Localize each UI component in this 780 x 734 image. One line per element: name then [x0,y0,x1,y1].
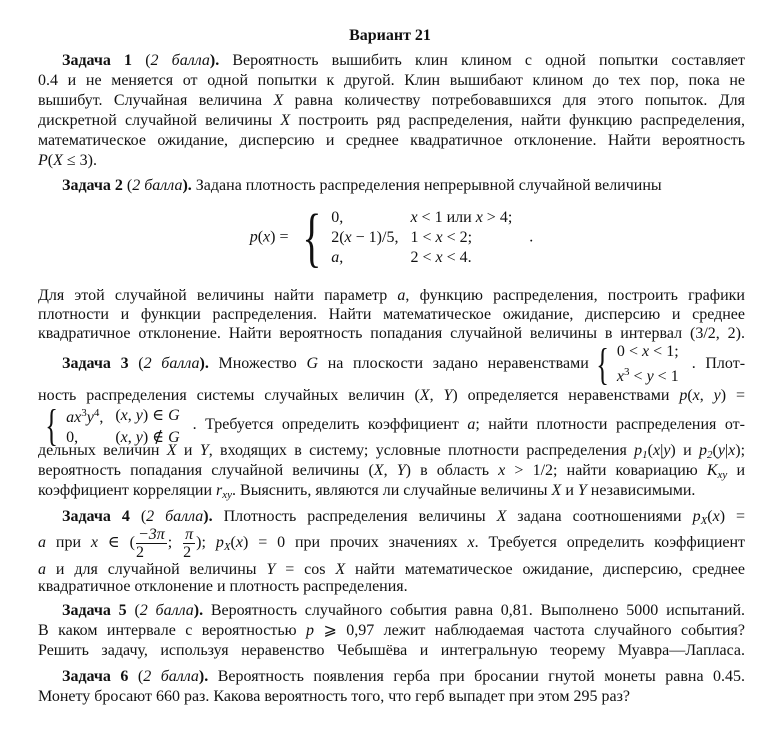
text-segment: вероятность попадания случайной величины ( [38,462,374,479]
text-segment: квадратичное отклонение. Найти вероятность попадания случайной величины в интервал (3/2, 2). [38,325,745,342]
text-segment: 3 [624,366,630,378]
task1-line [38,91,745,111]
fraction [183,526,195,561]
task-heading: ). [203,508,224,525]
text-segment: плотности и функции распределения. Найти математическое ожидание, дисперсию и среднее [38,306,745,323]
text-segment: | [724,442,729,459]
text-segment: вышибут. Случайная величина [38,92,274,109]
text-segment: G [168,429,180,446]
text-segment: x [120,429,128,446]
text-segment: и [561,482,578,499]
text-segment: 2( [331,229,345,246]
text-segment: x [475,209,483,226]
text-segment: − 1)/5, [351,229,399,246]
text-segment: ( [129,508,147,525]
cases-cell [329,208,408,228]
left-brace-icon: { [45,400,58,450]
cases-row [329,208,522,228]
text-segment: ( [128,668,144,685]
task4-line [38,526,745,561]
text-segment: < [629,368,647,385]
text-segment: X [53,152,63,169]
text-segment: y [663,442,671,459]
cases-cell [113,403,189,428]
text-segment: X [373,462,384,479]
task1-line [38,111,745,131]
text-segment: В каком интервале с вероятностью [38,622,307,639]
text-segment: построить ряд распределения, найти функцию распределения, [290,112,746,129]
text-segment: X [335,561,346,578]
text-segment: r [216,482,223,499]
text-segment: 2 балла [143,355,200,373]
text-segment: < 1 [653,368,679,385]
text-segment: p [698,442,707,459]
text-segment: 2 балла [143,668,199,685]
cases-cell [408,208,522,228]
text-segment: X [223,541,231,554]
text-segment: Y [266,561,276,578]
text-segment: 2 < [410,249,436,266]
text-segment: ( [230,534,236,552]
task-heading: Задача 4 [62,508,130,525]
text-segment: p [249,228,258,246]
text-segment: | [660,442,664,459]
text-segment: 1 < [410,229,436,246]
text-segment: x [235,534,243,552]
text-segment: ) и [670,442,699,459]
text-segment: и [176,442,200,459]
text-segment: 0, [66,429,79,446]
text-segment: . Требуется определить коэффициент [192,416,468,434]
text-segment: p [215,534,224,552]
text-segment: Решить задачу, используя неравенство Чебышёва и интегральную теорему Муавра—Лапласа. [38,642,745,659]
text-segment: . [525,228,534,246]
cases-row [329,248,522,268]
text-segment: ) = [720,387,746,404]
text-segment: Y [396,462,406,479]
text-segment: x [692,387,700,404]
task3-line [38,481,745,505]
task-heading: Задача 6 [62,668,129,685]
text-segment: , функцию распределения, построить графики [405,287,745,304]
text-segment: 2 балла [146,508,204,525]
text-segment: 0, [331,209,344,226]
text-segment: x [728,442,736,459]
cases-cell [615,362,689,387]
fraction-denominator: 2 [135,544,144,561]
task2-density-formula [38,201,745,274]
text-segment: и [727,462,746,479]
text-segment: G [168,406,180,424]
task-heading: Задача 2 [62,177,123,194]
text-segment: . Выяснить, являются ли случайные величины [232,482,552,499]
text-segment: ) в область [405,462,499,479]
text-segment: y [646,368,654,385]
text-segment: a [331,249,340,266]
fraction-denominator: 2 [183,544,192,561]
text-segment: y [713,387,721,404]
text-segment: квадратичное отклонение и плотность распределения. [38,578,408,595]
text-segment: ) = [270,228,293,246]
text-segment: x [712,508,720,525]
text-segment: , [339,249,344,266]
text-segment: ( [687,387,693,404]
text-segment: x [344,229,352,246]
text-segment: y [135,406,143,424]
text-segment: ность распределения системы случайных величин ( [38,387,420,404]
text-segment: ( [257,228,264,246]
fraction-numerator: −3π [137,526,165,543]
text-segment: xy [222,489,233,501]
text-segment: ); [196,534,216,552]
text-segment: Плотность распределения величины [223,508,497,525]
text-segment: X [166,442,177,459]
text-segment: Y [199,442,209,459]
cases-cell [408,248,522,268]
text-segment: x [263,228,271,246]
text-segment: равна количеству потребовавшихся для этого попыток. Для [283,92,746,109]
text-segment: x [616,368,625,385]
text-segment: Вероятность случайного события равна 0,81. Выполнено 5000 испытаний. [210,602,746,619]
cases-cell [615,342,689,362]
cases-table [329,208,522,268]
task-heading: ). [198,668,218,685]
text-segment: , [99,409,104,426]
text-segment: ( [712,442,718,459]
text-segment: x [410,209,418,226]
task5-line [38,621,745,641]
text-segment: , [383,462,397,479]
text-segment: Y [443,387,453,404]
task1-line [38,131,745,151]
text-segment: ) = 0 при прочих значениях [242,534,468,552]
text-segment: Y [577,482,587,499]
text-segment: . Требуется определить коэффициент [474,534,746,552]
task-heading: ). [182,177,196,194]
task6-line [38,667,745,687]
text-segment: y [86,409,94,426]
text-segment: ( [47,152,54,169]
task-heading: Задача 5 [62,602,127,619]
text-segment: x [120,406,128,424]
text-segment: x [435,229,443,246]
text-segment: ( [126,602,140,619]
text-segment: задана соотношениями [506,508,693,525]
cases-cell [408,228,522,248]
text-segment: x [467,534,475,552]
text-segment: > 4; [482,209,513,226]
text-segment: X [551,482,562,499]
text-segment: ); [735,442,746,459]
text-segment: 4 [93,407,100,419]
text-segment: P [38,152,48,169]
text-segment: X [496,508,507,525]
text-segment: 0.4 и не меняется от одной попытки к другой. Клин вышибают клином до тех пор, пока не [38,72,745,89]
text-segment: 1 [642,449,648,461]
text-segment: < 1 или [417,209,476,226]
text-segment: p [634,442,643,459]
text-segment: ( [132,52,151,69]
text-segment: Задана плотность распределения непрерывной случайной величины [195,177,662,194]
text-segment: , [699,387,714,404]
text-segment: 2 балла [132,177,183,194]
text-segment: G [306,355,319,373]
text-segment: математическое ожидание, дисперсию и среднее квадратичное отклонение. Найти вероятность [38,132,745,149]
text-segment: X [273,92,284,109]
fraction-numerator: π [185,526,194,543]
cases-row [615,362,689,387]
text-segment: a [38,561,46,578]
text-segment: ; [167,534,183,552]
text-segment: ) ∈ [142,406,169,424]
text-segment: x [642,343,650,360]
text-segment: X [700,515,708,527]
text-segment: ; найти плотности распределения от- [475,416,745,434]
task1-line [38,151,745,171]
task2-line [38,286,745,306]
text-segment: найти математическое ожидание, дисперсию, среднее [345,561,745,578]
text-segment: X [419,387,430,404]
text-segment: , входящих в систему; условные плотности распределения [208,442,635,459]
cases-table [615,342,689,387]
text-segment: x [90,534,99,552]
cases-cell [329,248,408,268]
task2-line [38,176,745,196]
text-segment: ( [128,355,144,373]
text-segment: < 4. [442,249,472,266]
text-segment: ∈ ( [98,534,135,552]
text-segment: ) определяется неравенствами [452,387,680,404]
text-segment: Вероятность появления герба при бросании гнутой монеты равна 0.45. [217,668,746,685]
text-segment: X [280,112,291,129]
page-title: Вариант 21 [349,27,431,44]
task2-line [38,324,745,344]
task6-line [38,687,745,707]
task-heading: ). [193,602,211,619]
text-segment: y [135,429,143,446]
cases-cell [64,403,113,428]
text-segment: ( [115,429,121,446]
text-segment: дельных величин [38,442,167,459]
text-segment: ⩾ 0,97 лежит наблюдаемая частота случайного события? [314,622,746,639]
cases-row [615,342,689,362]
text-segment: K [706,462,718,479]
text-segment: ) ∉ [142,429,169,446]
task1-line [38,51,745,71]
text-segment: 2 балла [150,52,210,69]
text-segment: = cos [275,561,336,578]
text-segment: x [435,249,443,266]
task4-line [38,577,745,597]
text-segment: ≤ 3). [62,152,97,169]
text-segment: p [692,508,701,525]
text-segment: > 1/2; найти ковариацию [505,462,707,479]
text-segment: ) = [719,508,746,525]
text-segment: p [306,622,315,639]
piecewise-cases [592,339,689,389]
text-segment: Множество [218,355,307,373]
piecewise-cases [296,201,523,274]
text-segment: , [127,406,136,424]
text-segment: , [127,429,136,446]
task5-line [38,601,745,621]
task-heading: ). [209,52,233,69]
left-brace-icon: { [301,201,321,274]
task-heading: ). [199,355,219,373]
text-segment: коэффициент корреляции [38,482,217,499]
text-segment: ( [122,177,133,194]
text-segment: x [653,442,661,459]
task5-line [38,641,745,661]
text-segment: Вероятность вышибить клин клином с одной попытки составляет [232,52,746,69]
text-segment: < 2; [442,229,473,246]
text-segment: ax [66,409,82,426]
cases-row [329,228,522,248]
task-heading: Задача 1 [62,52,133,69]
text-segment: < 1; [649,343,679,360]
text-segment: y [717,442,725,459]
text-segment: дискретной случайной величины [38,112,281,129]
text-segment: xy [717,469,728,481]
task2-line [38,305,745,325]
text-segment: a [467,416,476,434]
text-segment: 0 < [616,343,643,360]
text-segment: 3 [81,407,87,419]
text-segment: . Плот- [691,355,746,373]
text-segment: a [38,534,46,552]
text-segment: ( [647,442,653,459]
task-heading: Задача 3 [62,355,129,373]
cases-cell [329,228,408,248]
text-segment: на плоскости задано неравенствами [318,355,589,373]
text-segment: a [397,287,406,304]
text-segment: 2 [706,449,713,461]
cases-row [64,403,190,428]
text-segment: x [498,462,506,479]
text-segment: , [429,387,444,404]
text-segment: Монету бросают 660 раз. Какова вероятность того, что герб выпадет при этом 295 раз? [38,688,630,705]
left-brace-icon: { [596,339,609,389]
text-segment: Для этой случайной величины найти параметр [38,287,398,304]
text-segment: и для случайной величины [46,561,267,578]
text-segment: независимыми. [586,482,696,499]
fraction [136,526,167,561]
text-segment: 2 балла [139,602,194,619]
task3-line [38,339,746,389]
task1-line [38,71,745,91]
text-segment: при [46,534,91,552]
text-segment: ( [707,508,713,525]
text-segment: p [679,387,688,404]
text-segment: ( [115,406,121,424]
